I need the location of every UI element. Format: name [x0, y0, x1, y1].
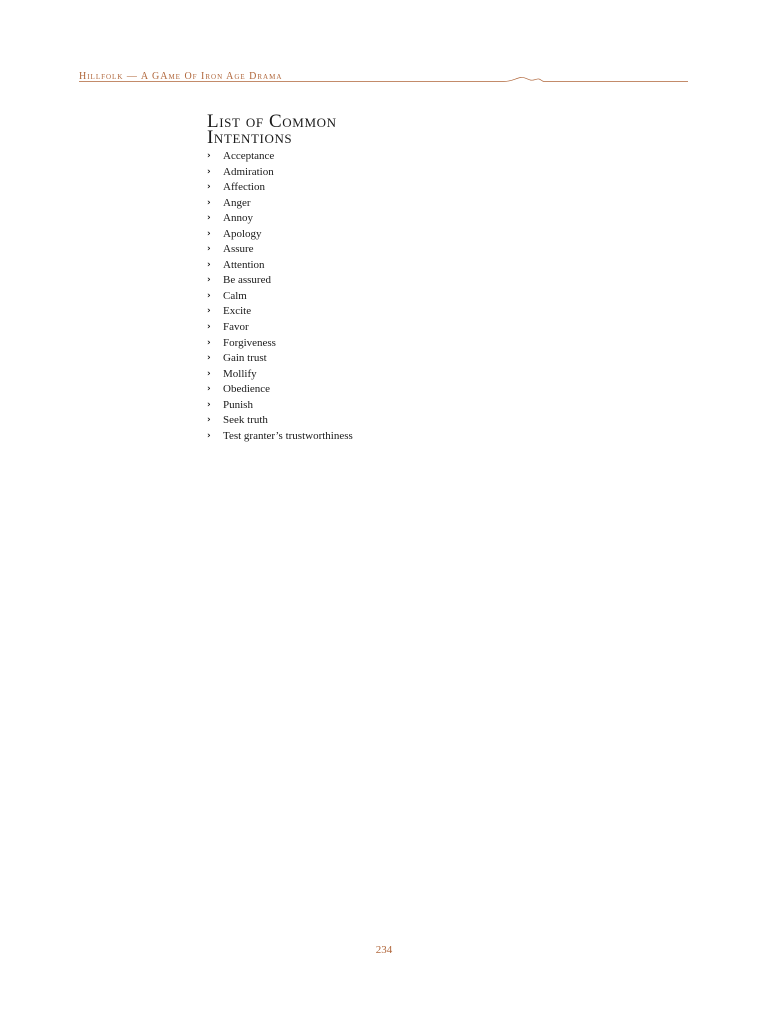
list-item [207, 165, 507, 181]
list-item-label: Attention [223, 258, 265, 271]
running-header-title: Hillfolk — A GAme Of Iron Age Drama [79, 71, 283, 82]
list-item [207, 273, 507, 289]
header-rule-ornament [79, 81, 688, 87]
list-item-label: Apology [223, 227, 262, 240]
common-intentions-section [207, 111, 507, 444]
list-item-label: Favor [223, 321, 249, 334]
list-item [207, 304, 507, 320]
list-item [207, 180, 507, 196]
list-item [207, 227, 507, 243]
chevron-right-icon: › [207, 151, 211, 161]
list-item [207, 382, 507, 398]
list-item-label: Gain trust [223, 352, 267, 365]
list-item [207, 242, 507, 258]
chevron-right-icon: › [207, 353, 211, 364]
list-item [207, 336, 507, 352]
list-item-label: Affection [223, 181, 265, 194]
page-number: 234 [375, 944, 393, 956]
list-item-label: Assure [223, 243, 254, 256]
list-item-label: Excite [223, 305, 252, 318]
list-item-label: Mollify [223, 367, 257, 380]
list-item-label: Acceptance [223, 150, 275, 162]
chevron-right-icon: › [207, 430, 211, 441]
list-item [207, 413, 507, 429]
list-item [207, 367, 507, 383]
list-item [207, 320, 507, 336]
chevron-right-icon: › [207, 368, 211, 379]
list-item-label: Punish [223, 398, 253, 411]
chevron-right-icon: › [207, 259, 211, 270]
list-item-label: Obedience [223, 383, 271, 396]
chevron-right-icon: › [207, 244, 211, 255]
list-item [207, 149, 507, 165]
list-item-label: Admiration [223, 165, 274, 178]
list-item-label: Anger [223, 196, 251, 209]
chevron-right-icon: › [207, 399, 211, 410]
chevron-right-icon: › [207, 213, 211, 224]
list-item [207, 398, 507, 414]
chevron-right-icon: › [207, 384, 211, 395]
list-item [207, 289, 507, 305]
list-item [207, 429, 507, 445]
chevron-right-icon: › [207, 415, 211, 426]
chevron-right-icon: › [207, 197, 211, 208]
chevron-right-icon: › [207, 166, 211, 177]
list-item-label: Test granter’s trustworthiness [223, 429, 353, 442]
intentions-list [207, 149, 507, 444]
running-header [79, 70, 688, 84]
chevron-right-icon: › [207, 228, 211, 239]
list-item-label: Seek truth [223, 414, 268, 427]
chevron-right-icon: › [207, 182, 211, 193]
list-item-label: Calm [223, 289, 247, 302]
chevron-right-icon: › [207, 290, 211, 301]
chevron-right-icon: › [207, 306, 211, 317]
section-title: List of Common Intentions [207, 111, 337, 148]
chevron-right-icon: › [207, 322, 211, 333]
list-item [207, 258, 507, 274]
list-item [207, 211, 507, 227]
list-item-label: Be assured [223, 274, 271, 287]
list-item [207, 196, 507, 212]
list-item-label: Annoy [223, 212, 253, 225]
list-item-label: Forgiveness [223, 336, 276, 349]
chevron-right-icon: › [207, 337, 211, 348]
chevron-right-icon: › [207, 275, 211, 286]
list-item [207, 351, 507, 367]
